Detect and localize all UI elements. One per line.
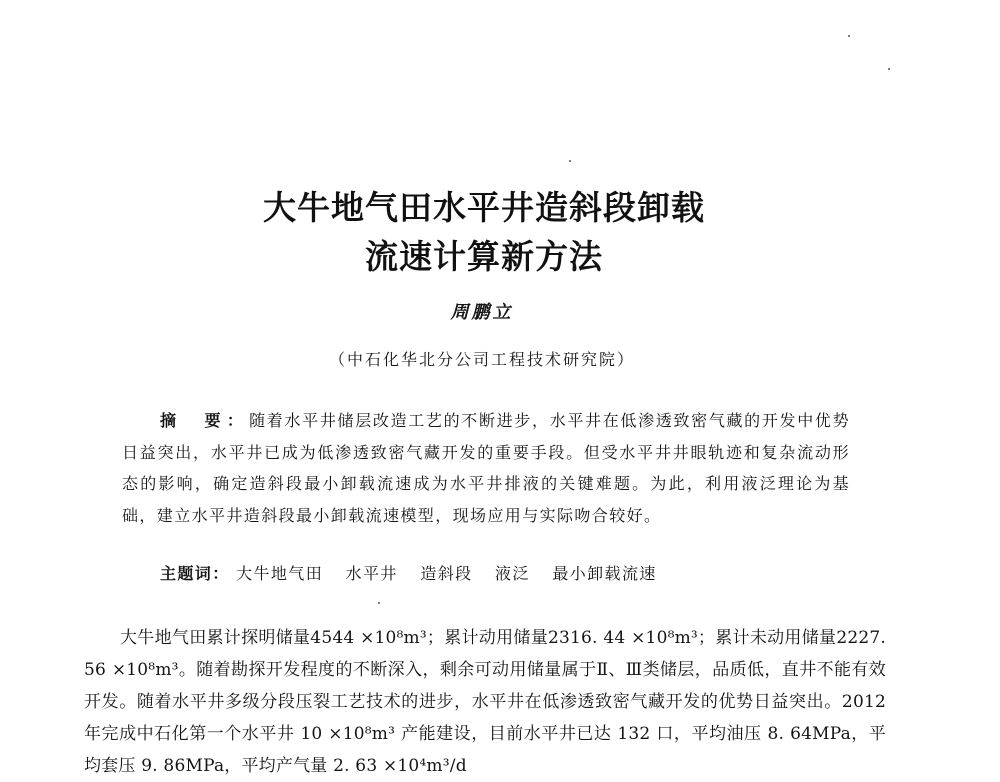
keywords-label: 主题词： (160, 564, 230, 583)
scan-speck (888, 68, 890, 70)
keyword: 液泛 (495, 564, 530, 583)
author-affiliation: （中石化华北分公司工程技术研究院） (328, 350, 635, 369)
scan-speck (378, 602, 380, 604)
paper-title-line-2: 流速计算新方法 (365, 237, 603, 276)
keyword: 最小卸载流速 (552, 564, 657, 583)
keyword: 大牛地气田 (236, 564, 324, 583)
abstract (122, 405, 850, 531)
author-name: 周鹏立 (450, 302, 514, 323)
paper-title-line-1: 大牛地气田水平井造斜段卸载 (263, 188, 705, 227)
body-paragraph: 大牛地气田累计探明储量4544 ×10⁸m³；累计动用储量2316. 44 ×10⁸m³；累计未动用储量2227. 56 ×10⁸m³。随着勘探开发程度的不断深入，剩余可动用储量属于Ⅱ、Ⅲ类储层，品质低，直井不能有效开发。随着水平井多级分段压裂工艺技术的进步，水平井在低渗透致密气藏开发的优势日益突出。2012 年完成中石化第一个水平井 10 ×10⁸m³ 产能建设，目前水平井已达 132 口，平均油压 8. 64MPa，平均套压 9. 86MPa，平均产气量 2. 63 ×10⁴m³/d (84, 628, 886, 776)
keyword: 造斜段 (420, 564, 473, 583)
keyword: 水平井 (345, 564, 398, 583)
abstract-label: 摘 要： (160, 411, 250, 430)
keywords (160, 561, 673, 584)
scan-speck (569, 160, 571, 162)
scan-speck (848, 35, 850, 37)
abstract-text: 随着水平井储层改造工艺的不断进步，水平井在低渗透致密气藏的开发中优势日益突出，水平井已成为低渗透致密气藏开发的重要手段。但受水平井井眼轨迹和复杂流动形态的影响，确定造斜段最小卸载流速成为水平井排液的关键难题。为此，利用液泛理论为基础，建立水平井造斜段最小卸载流速模型，现场应用与实际吻合较好。 (122, 411, 850, 525)
